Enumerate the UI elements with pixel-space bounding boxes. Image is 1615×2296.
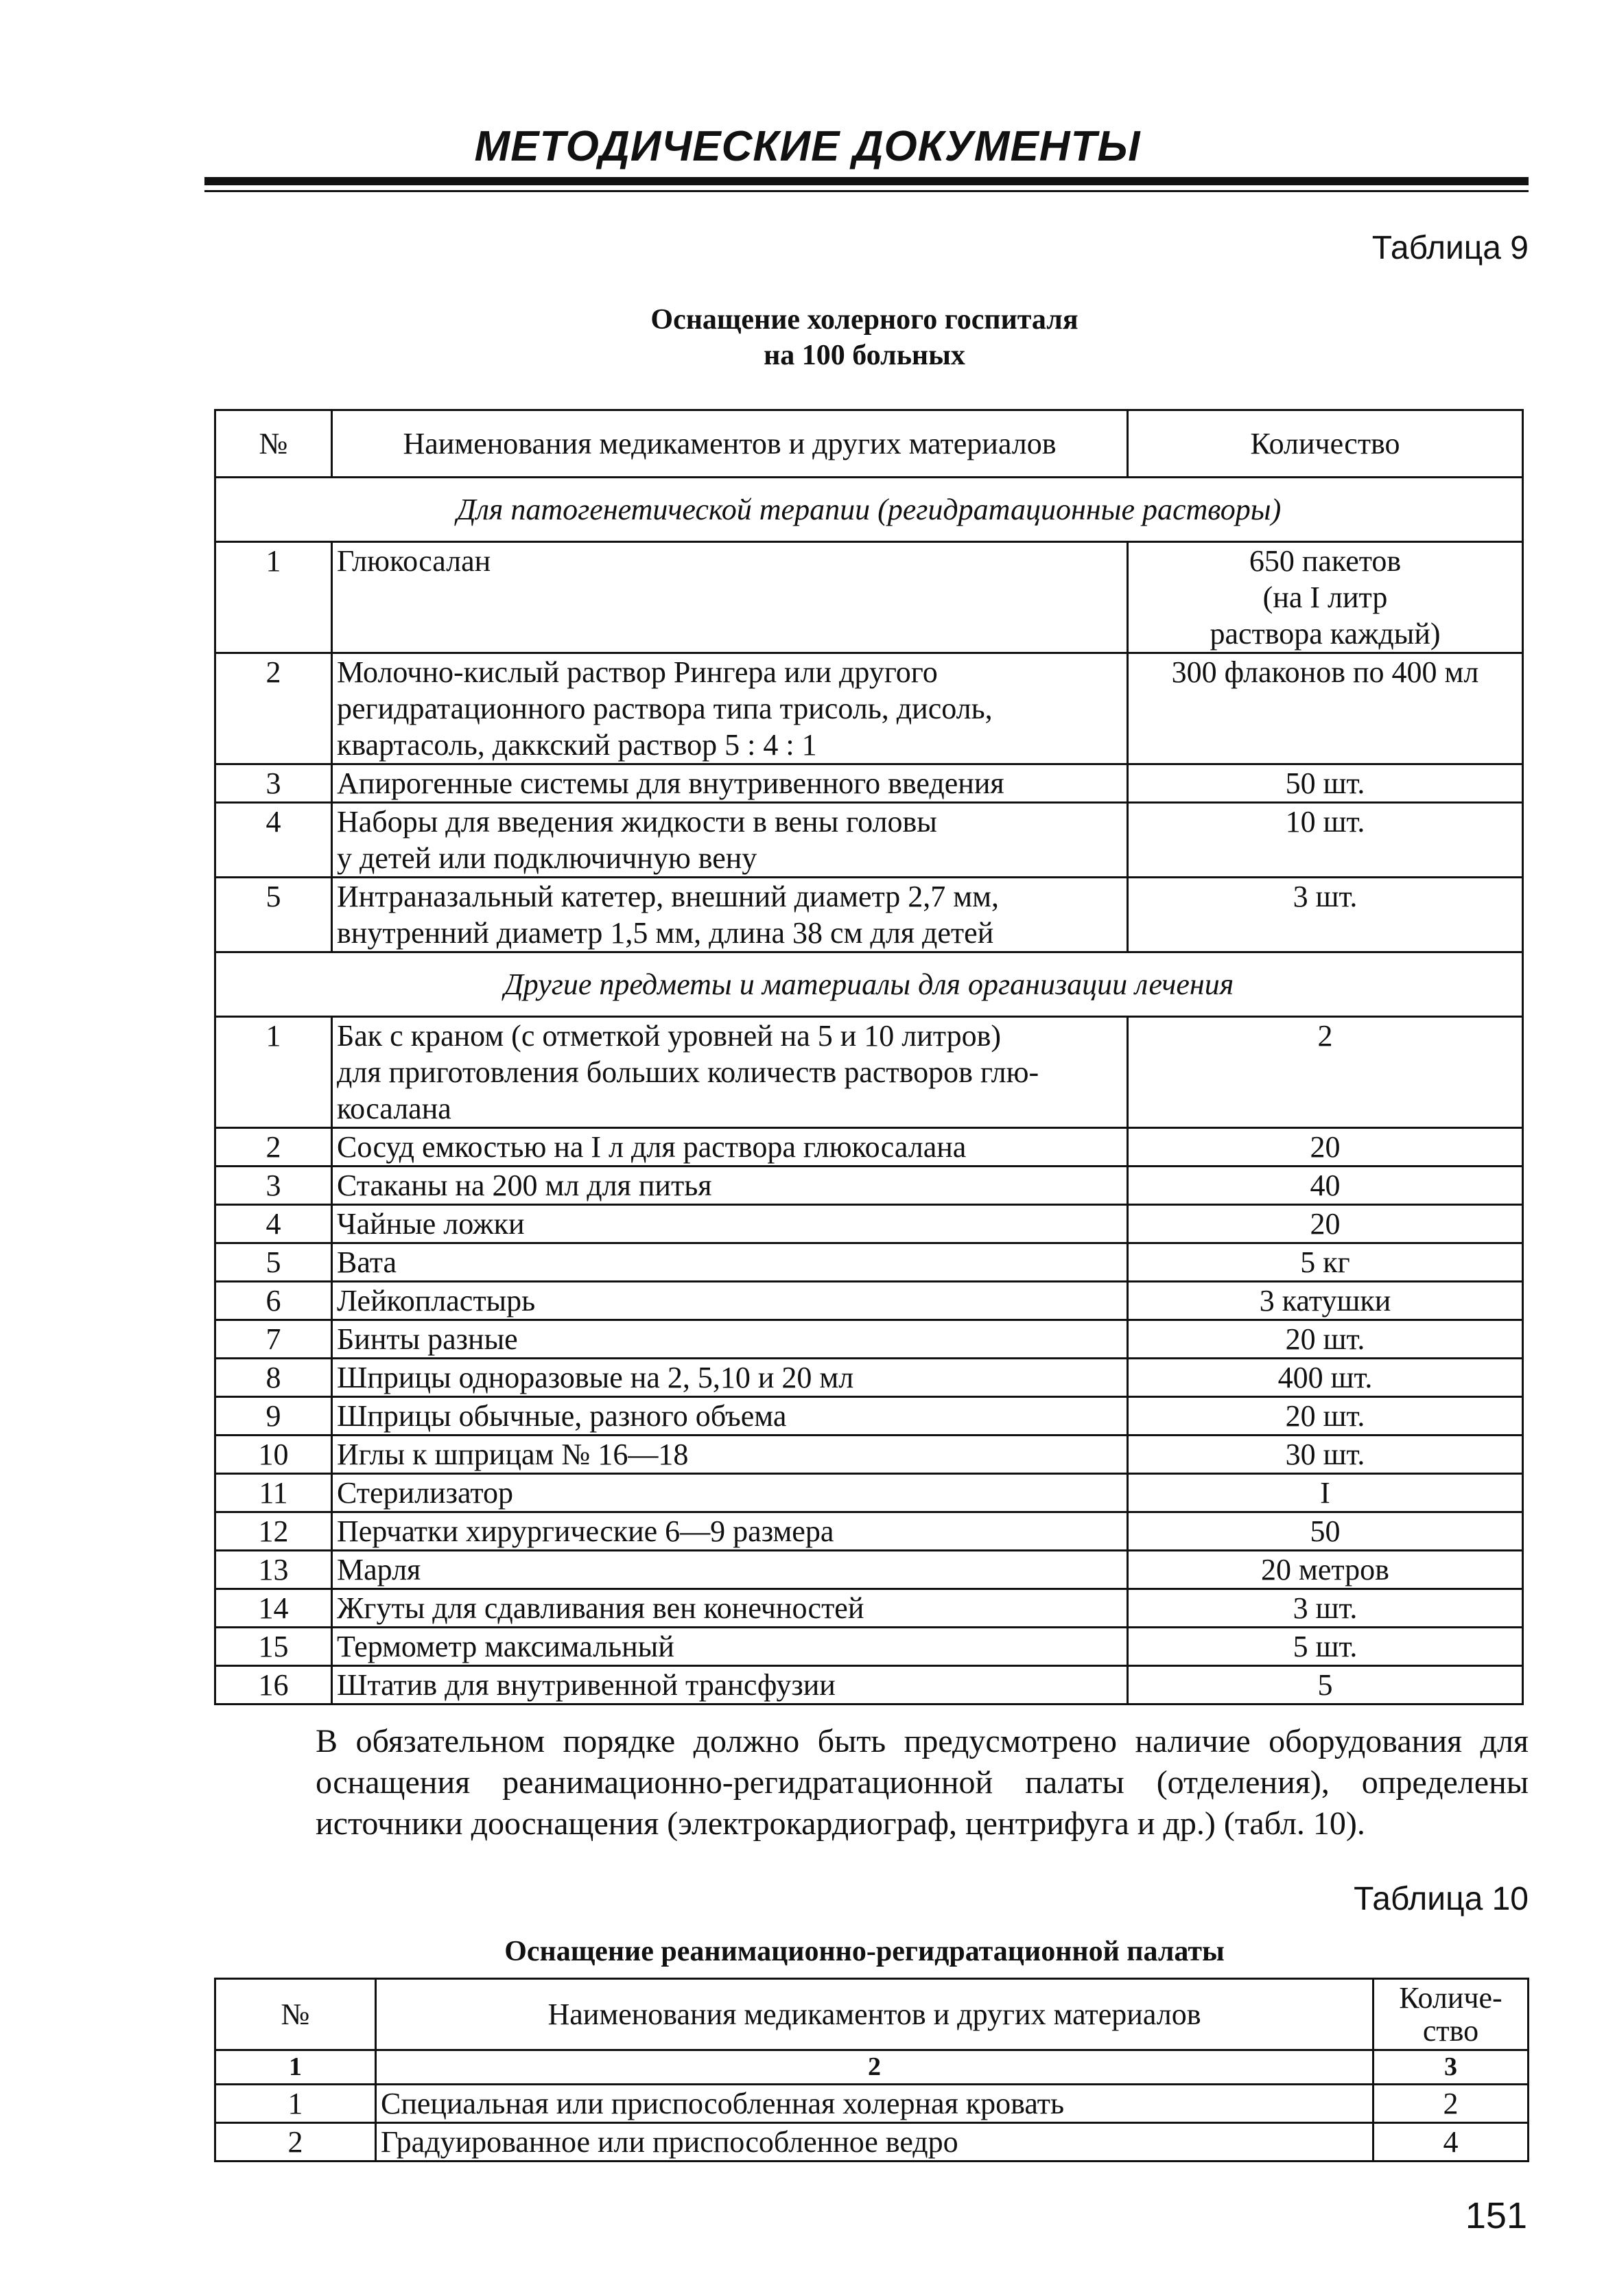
row-quantity <box>1128 1320 1523 1359</box>
table10-header-row <box>215 1979 1529 2050</box>
row-quantity <box>1128 542 1523 653</box>
row-name <box>332 878 1128 952</box>
row-name-line: внутренний диаметр 1,5 мм, длина 38 см для детей <box>337 916 994 950</box>
row-number: 1 <box>215 2085 376 2123</box>
row-number: 2 <box>215 1128 332 1167</box>
section-other-materials-title: Другие предметы и материалы для организации лечения <box>215 952 1523 1017</box>
header-rule-thin <box>204 190 1529 192</box>
row-quantity-line: 5 кг <box>1300 1245 1350 1279</box>
row-name <box>332 1666 1128 1705</box>
row-quantity-line: раствора каждый) <box>1210 617 1441 651</box>
row-name <box>332 764 1128 803</box>
row-quantity: 2 <box>1374 2085 1529 2123</box>
row-name-line: для приготовления больших количеств растворов глю- <box>337 1055 1039 1089</box>
table10-index-row <box>215 2050 1529 2085</box>
row-name-line: Бак с краном (с отметкой уровней на 5 и 10 литров) <box>337 1019 1001 1053</box>
row-name-line: Лейкопластырь <box>337 1284 536 1317</box>
row-quantity <box>1128 1397 1523 1436</box>
row-name <box>332 653 1128 764</box>
row-name <box>332 1017 1128 1128</box>
table10-body <box>215 1979 1529 2162</box>
row-quantity-line: 3 шт. <box>1293 1591 1358 1625</box>
col-number-header: № <box>215 410 332 478</box>
table-row <box>215 1436 1523 1474</box>
row-name <box>332 1359 1128 1397</box>
table9-title <box>0 302 1615 373</box>
t10-col-name-header: Наименования медикаментов и других материалов <box>376 1979 1374 2050</box>
col-name-header: Наименования медикаментов и других материалов <box>332 410 1128 478</box>
row-number: 15 <box>215 1628 332 1666</box>
row-quantity-line: 3 катушки <box>1259 1284 1391 1317</box>
table-row <box>215 803 1523 878</box>
t10-qty-header-part2: ство <box>1422 2013 1479 2048</box>
row-quantity-line: 50 <box>1310 1514 1341 1548</box>
table-row <box>215 1512 1523 1551</box>
row-name <box>332 803 1128 878</box>
section-pathogenetic-therapy-title: Для патогенетической терапии (регидратационные растворы) <box>215 478 1523 542</box>
table10 <box>214 1978 1529 2162</box>
row-quantity <box>1128 1243 1523 1282</box>
row-quantity-line: 30 шт. <box>1285 1438 1365 1471</box>
table-row <box>215 1128 1523 1167</box>
row-number: 10 <box>215 1436 332 1474</box>
table-row <box>215 653 1523 764</box>
row-name-line: Шприцы одноразовые на 2, 5,10 и 20 мл <box>337 1361 854 1394</box>
row-number: 16 <box>215 1666 332 1705</box>
row-name <box>332 542 1128 653</box>
row-name-line: регидратационного раствора типа трисоль, дисоль, <box>337 692 993 725</box>
t10-index-2: 2 <box>376 2050 1374 2085</box>
row-quantity <box>1128 803 1523 878</box>
row-quantity <box>1128 1512 1523 1551</box>
row-number: 4 <box>215 803 332 878</box>
row-quantity-line: I <box>1320 1476 1330 1510</box>
row-name-line: Бинты разные <box>337 1322 518 1356</box>
row-number: 1 <box>215 1017 332 1128</box>
row-name-line: Жгуты для сдавливания вен конечностей <box>337 1591 864 1625</box>
row-name-line: квартасоль, даккский раствор 5 : 4 : 1 <box>337 728 817 762</box>
row-name-line: Апирогенные системы для внутривенного введения <box>337 766 1004 800</box>
row-quantity-line: 50 шт. <box>1285 766 1365 800</box>
row-quantity-line: 20 <box>1310 1207 1341 1241</box>
row-name-line: Стерилизатор <box>337 1476 513 1510</box>
row-quantity <box>1128 1666 1523 1705</box>
row-name <box>332 1628 1128 1666</box>
row-name-line: Наборы для введения жидкости в вены головы <box>337 805 937 839</box>
row-number: 2 <box>215 2123 376 2162</box>
t10-index-1: 1 <box>215 2050 376 2085</box>
row-quantity <box>1128 1474 1523 1512</box>
row-quantity <box>1128 878 1523 952</box>
row-number: 14 <box>215 1589 332 1628</box>
row-quantity: 4 <box>1374 2123 1529 2162</box>
section-other-materials <box>215 952 1523 1017</box>
table-row <box>215 2123 1529 2162</box>
table9-title-line2: на 100 больных <box>764 340 965 371</box>
row-quantity-line: 3 шт. <box>1293 880 1358 913</box>
row-name <box>332 1397 1128 1436</box>
row-name <box>332 1512 1128 1551</box>
t10-col-qty-header <box>1374 1979 1529 2050</box>
row-number: 9 <box>215 1397 332 1436</box>
t10-col-number-header: № <box>215 1979 376 2050</box>
row-quantity-line: 5 <box>1317 1668 1333 1702</box>
row-number: 4 <box>215 1205 332 1243</box>
row-number: 8 <box>215 1359 332 1397</box>
table-row <box>215 1628 1523 1666</box>
table-row <box>215 1359 1523 1397</box>
row-quantity <box>1128 1359 1523 1397</box>
row-name-line: Сосуд емкостью на I л для раствора глюкосалана <box>337 1130 967 1164</box>
row-name <box>332 1474 1128 1512</box>
table-row <box>215 764 1523 803</box>
table-row <box>215 1666 1523 1705</box>
row-name-line: Марля <box>337 1553 421 1586</box>
row-quantity <box>1128 1128 1523 1167</box>
row-quantity-line: 20 шт. <box>1285 1322 1365 1356</box>
row-quantity <box>1128 1589 1523 1628</box>
table9-label: Таблица 9 <box>1371 230 1529 266</box>
row-quantity-line: 20 метров <box>1261 1553 1389 1586</box>
row-name <box>332 1282 1128 1320</box>
row-quantity <box>1128 1551 1523 1589</box>
row-quantity <box>1128 1017 1523 1128</box>
row-quantity <box>1128 1205 1523 1243</box>
row-number: 2 <box>215 653 332 764</box>
row-name <box>332 1243 1128 1282</box>
row-name: Специальная или приспособленная холерная кровать <box>376 2085 1374 2123</box>
row-number: 7 <box>215 1320 332 1359</box>
row-number: 5 <box>215 1243 332 1282</box>
row-number: 13 <box>215 1551 332 1589</box>
row-name-line: Глюкосалан <box>337 544 491 578</box>
row-name-line: косалана <box>337 1092 451 1125</box>
row-quantity <box>1128 1628 1523 1666</box>
row-name <box>332 1436 1128 1474</box>
row-number: 11 <box>215 1474 332 1512</box>
row-quantity-line: 40 <box>1310 1169 1341 1202</box>
row-quantity-line: 400 шт. <box>1277 1361 1373 1394</box>
table-row <box>215 1589 1523 1628</box>
row-number: 6 <box>215 1282 332 1320</box>
row-quantity-line: (на I литр <box>1262 581 1388 614</box>
row-name-line: Штатив для внутривенной трансфузии <box>337 1668 836 1702</box>
row-quantity-line: 10 шт. <box>1285 805 1365 839</box>
page-number: 151 <box>1465 2195 1527 2236</box>
row-quantity <box>1128 1282 1523 1320</box>
row-quantity <box>1128 653 1523 764</box>
row-name-line: Иглы к шприцам № 16—18 <box>337 1438 689 1471</box>
table-row <box>215 1551 1523 1589</box>
row-name-line: Стаканы на 200 мл для питья <box>337 1169 712 1202</box>
table9 <box>214 409 1524 1705</box>
row-name <box>332 1551 1128 1589</box>
row-quantity <box>1128 1167 1523 1205</box>
row-name-line: Молочно-кислый раствор Рингера или другого <box>337 655 938 689</box>
table-row <box>215 1282 1523 1320</box>
table9-header-row <box>215 410 1523 478</box>
header-rule-thick <box>204 177 1529 185</box>
table-row <box>215 878 1523 952</box>
row-name-line: Термометр максимальный <box>337 1630 674 1663</box>
row-name-line: Шприцы обычные, разного объема <box>337 1399 787 1433</box>
row-number: 3 <box>215 1167 332 1205</box>
row-quantity <box>1128 764 1523 803</box>
row-name <box>332 1320 1128 1359</box>
row-quantity-line: 20 шт. <box>1285 1399 1365 1433</box>
row-quantity-line: 20 <box>1310 1130 1341 1164</box>
row-name-line: Интраназальный катетер, внешний диаметр 2,7 мм, <box>337 880 999 913</box>
table-row <box>215 1243 1523 1282</box>
table-row <box>215 2085 1529 2123</box>
col-qty-header: Количество <box>1128 410 1523 478</box>
row-quantity-line: 650 пакетов <box>1249 544 1402 578</box>
t10-qty-header-part1: Количе- <box>1399 1980 1502 2015</box>
row-name <box>332 1589 1128 1628</box>
row-number: 12 <box>215 1512 332 1551</box>
row-name: Градуированное или приспособленное ведро <box>376 2123 1374 2162</box>
section-pathogenetic-therapy <box>215 478 1523 542</box>
row-name-line: Чайные ложки <box>337 1207 525 1241</box>
table-row <box>215 1397 1523 1436</box>
row-quantity-line: 300 флаконов по 400 мл <box>1171 655 1479 689</box>
row-quantity <box>1128 1436 1523 1474</box>
table9-title-line1: Оснащение холерного госпиталя <box>650 304 1078 336</box>
row-name-line: Перчатки хирургические 6—9 размера <box>337 1514 834 1548</box>
table9-body <box>215 410 1523 1705</box>
row-number: 3 <box>215 764 332 803</box>
row-number: 1 <box>215 542 332 653</box>
table10-title: Оснащение реанимационно-регидратационной палаты <box>504 1936 1225 1967</box>
row-quantity-line: 2 <box>1317 1019 1333 1053</box>
table-row <box>215 1167 1523 1205</box>
t10-index-3: 3 <box>1374 2050 1529 2085</box>
row-name-line: Вата <box>337 1245 397 1279</box>
row-name-line: у детей или подключичную вену <box>337 841 757 875</box>
table-row <box>215 542 1523 653</box>
running-header: МЕТОДИЧЕСКИЕ ДОКУМЕНТЫ <box>474 123 1141 170</box>
table-row <box>215 1320 1523 1359</box>
table-row <box>215 1205 1523 1243</box>
row-number: 5 <box>215 878 332 952</box>
body-paragraph: В обязательном порядке должно быть предусмотрено наличие оборудования для оснащения реанимационно-регидратационной палаты (отделения), определены источники дооснащения (электрокардиограф, центрифуга и др.) (табл. 10). <box>316 1723 1529 1842</box>
table-row <box>215 1474 1523 1512</box>
table-row <box>215 1017 1523 1128</box>
row-quantity-line: 5 шт. <box>1293 1630 1358 1663</box>
row-name <box>332 1128 1128 1167</box>
table10-label: Таблица 10 <box>1354 1881 1529 1917</box>
row-name <box>332 1205 1128 1243</box>
row-name <box>332 1167 1128 1205</box>
